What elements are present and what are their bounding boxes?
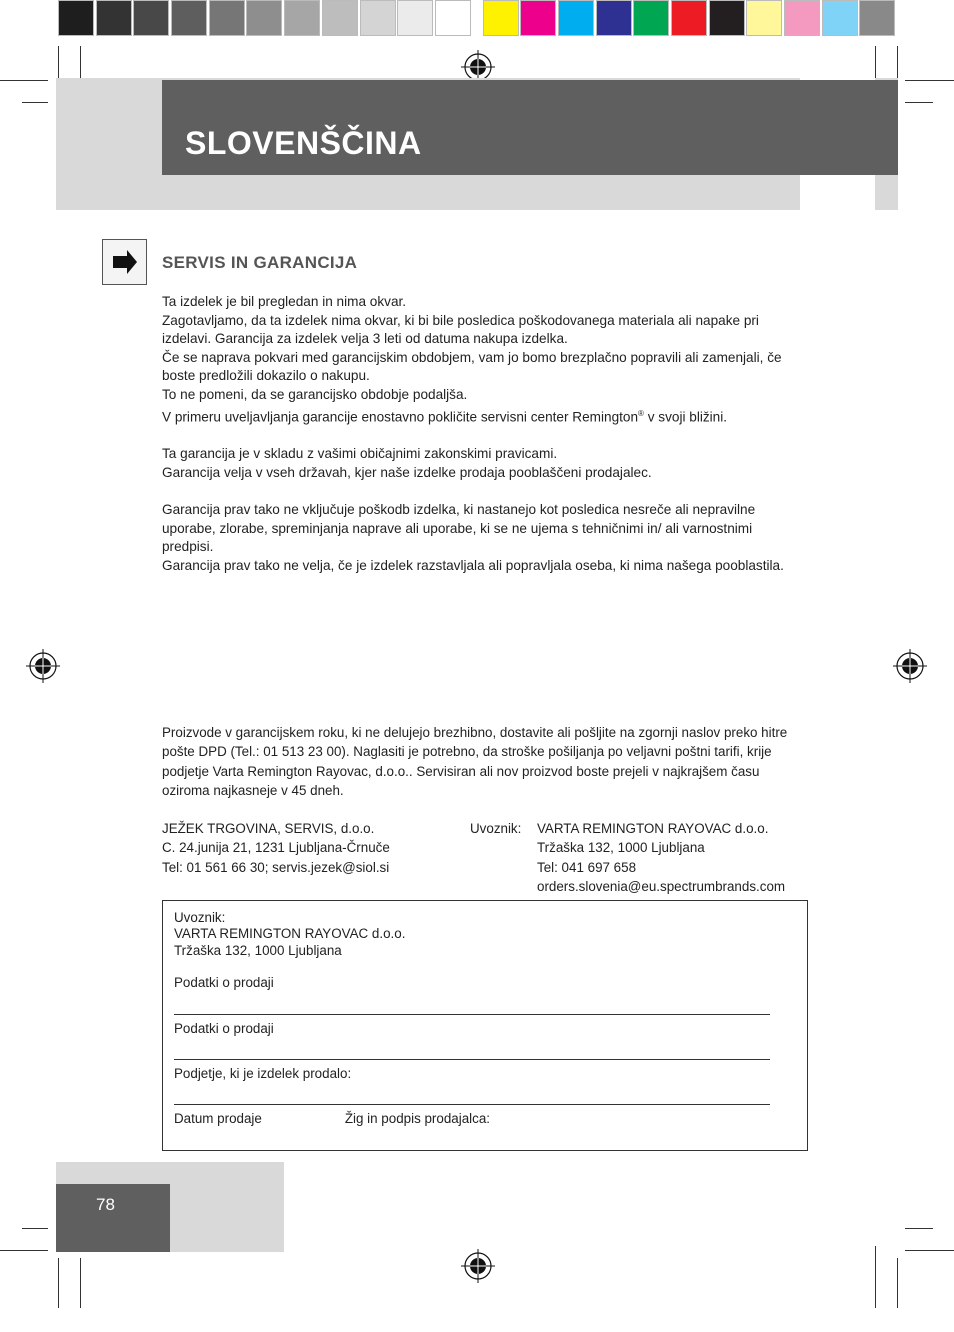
importer-label: Uvoznik: xyxy=(470,821,522,836)
paragraph: Če se naprava pokvari med garancijskim obdobjem, vam jo bomo brezplačno popravili ali zamenjali, če boste predložili dokazilo o nakupu. xyxy=(162,349,782,384)
paragraph: Proizvode v garancijskem roku, ki ne delujejo brezhibno, dostavite ali pošljite na zgornji naslov preko hitre pošte DPD (Tel.: 01 513 23 00). Naglasiti je potrebno, da stroške pošiljanja po veljavni poštni tarifi, krije podjetje Varta Remington Rayovac, d.o.o.. Servisiran ali nov proizvod boste prejeli v najkrajšem času oziroma najkasneje v 45 dneh. xyxy=(162,725,788,799)
text: v svoji bližini. xyxy=(643,409,728,425)
stamp-label: Žig in podpis prodajalca: xyxy=(344,1111,490,1127)
contact-line: orders.slovenia@eu.spectrumbrands.com xyxy=(537,879,786,895)
color-swatch xyxy=(171,0,207,36)
color-swatch xyxy=(360,0,396,36)
form-label: VARTA REMINGTON RAYOVAC d.o.o. xyxy=(174,926,406,942)
warranty-text xyxy=(162,293,802,575)
color-swatch xyxy=(596,0,632,36)
paragraph: Ta izdelek je bil pregledan in nima okvar. xyxy=(162,294,407,309)
form-label: Podatki o prodaji xyxy=(174,975,274,991)
contact-line: JEŽEK TRGOVINA, SERVIS, d.o.o. xyxy=(162,821,375,836)
color-swatch xyxy=(483,0,519,36)
service-contact xyxy=(162,819,390,877)
paragraph: Garancija prav tako ne velja, če je izdelek razstavljala ali popravljala oseba, ki nima našega pooblastila. xyxy=(162,557,784,573)
paragraph: Ta garancija je v skladu z vašimi običajnimi zakonskimi pravicami. xyxy=(162,446,558,462)
color-swatch xyxy=(435,0,471,36)
color-swatch xyxy=(209,0,245,36)
color-swatch xyxy=(709,0,745,36)
color-swatch xyxy=(246,0,282,36)
form-label: Tržaška 132, 1000 Ljubljana xyxy=(174,942,342,958)
color-swatch xyxy=(284,0,320,36)
page-title: SLOVENŠČINA xyxy=(185,125,422,161)
contact-line: C. 24.junija 21, 1231 Ljubljana-Črnuče xyxy=(162,840,390,856)
paragraph: Zagotavljamo, da ta izdelek nima okvar, ki bi bile posledica poškodovanega materiala ali napake pri izdelavi. Garancija za izdelek velja 3 leti od datuma nakupa izdelka. xyxy=(162,312,759,347)
color-swatch xyxy=(397,0,433,36)
color-swatch xyxy=(473,0,483,38)
paragraph: Garancija velja v vseh državah, kjer naše izdelke prodaja pooblaščeni prodajalec. xyxy=(162,464,652,480)
color-swatch xyxy=(558,0,594,36)
color-swatch xyxy=(784,0,820,36)
service-text xyxy=(162,723,810,801)
color-swatch xyxy=(322,0,358,36)
date-label: Datum prodaje xyxy=(174,1111,262,1127)
color-swatch xyxy=(859,0,895,36)
registration-mark-icon xyxy=(26,649,60,683)
color-swatch xyxy=(746,0,782,36)
page-number: 78 xyxy=(96,1195,115,1214)
contact-line: Tržaška 132, 1000 Ljubljana xyxy=(537,840,705,856)
registration-mark-icon xyxy=(893,649,927,683)
color-calibration-bar xyxy=(58,0,897,38)
paragraph xyxy=(162,405,802,427)
form-label: Uvoznik: xyxy=(174,910,226,925)
text: V primeru uveljavljanja garancije enostavno pokličite servisni center Remington xyxy=(162,409,639,425)
registration-mark-icon xyxy=(461,1249,495,1283)
arrow-right-icon xyxy=(102,239,147,285)
section-title: SERVIS IN GARANCIJA xyxy=(162,253,358,272)
contact-line: Tel: 01 561 66 30; servis.jezek@siol.si xyxy=(162,859,390,875)
contact-line: VARTA REMINGTON RAYOVAC d.o.o. xyxy=(537,821,769,836)
paragraph: To ne pomeni, da se garancijsko obdobje podaljša. xyxy=(162,386,468,402)
importer-contact xyxy=(537,819,785,897)
form-label: Podjetje, ki je izdelek prodalo: xyxy=(174,1066,352,1082)
color-swatch xyxy=(96,0,132,36)
contact-line: Tel: 041 697 658 xyxy=(537,859,637,875)
paragraph: Garancija prav tako ne vključuje poškodb izdelka, ki nastanejo kot posledica nesreče ali nepravilne uporabe, zlorabe, spreminjanja naprave ali uporabe, ki se ne ujema s tehničnimi in/ ali varnostnimi predpisi. xyxy=(162,502,756,555)
registered-mark: ® xyxy=(638,408,644,418)
color-swatch xyxy=(633,0,669,36)
color-swatch xyxy=(58,0,94,36)
color-swatch xyxy=(520,0,556,36)
color-swatch xyxy=(822,0,858,36)
warranty-form-content xyxy=(174,910,774,1128)
form-label-row xyxy=(174,1111,774,1127)
form-label: Podatki o prodaji xyxy=(174,1020,274,1036)
color-swatch xyxy=(133,0,169,36)
color-swatch xyxy=(671,0,707,36)
